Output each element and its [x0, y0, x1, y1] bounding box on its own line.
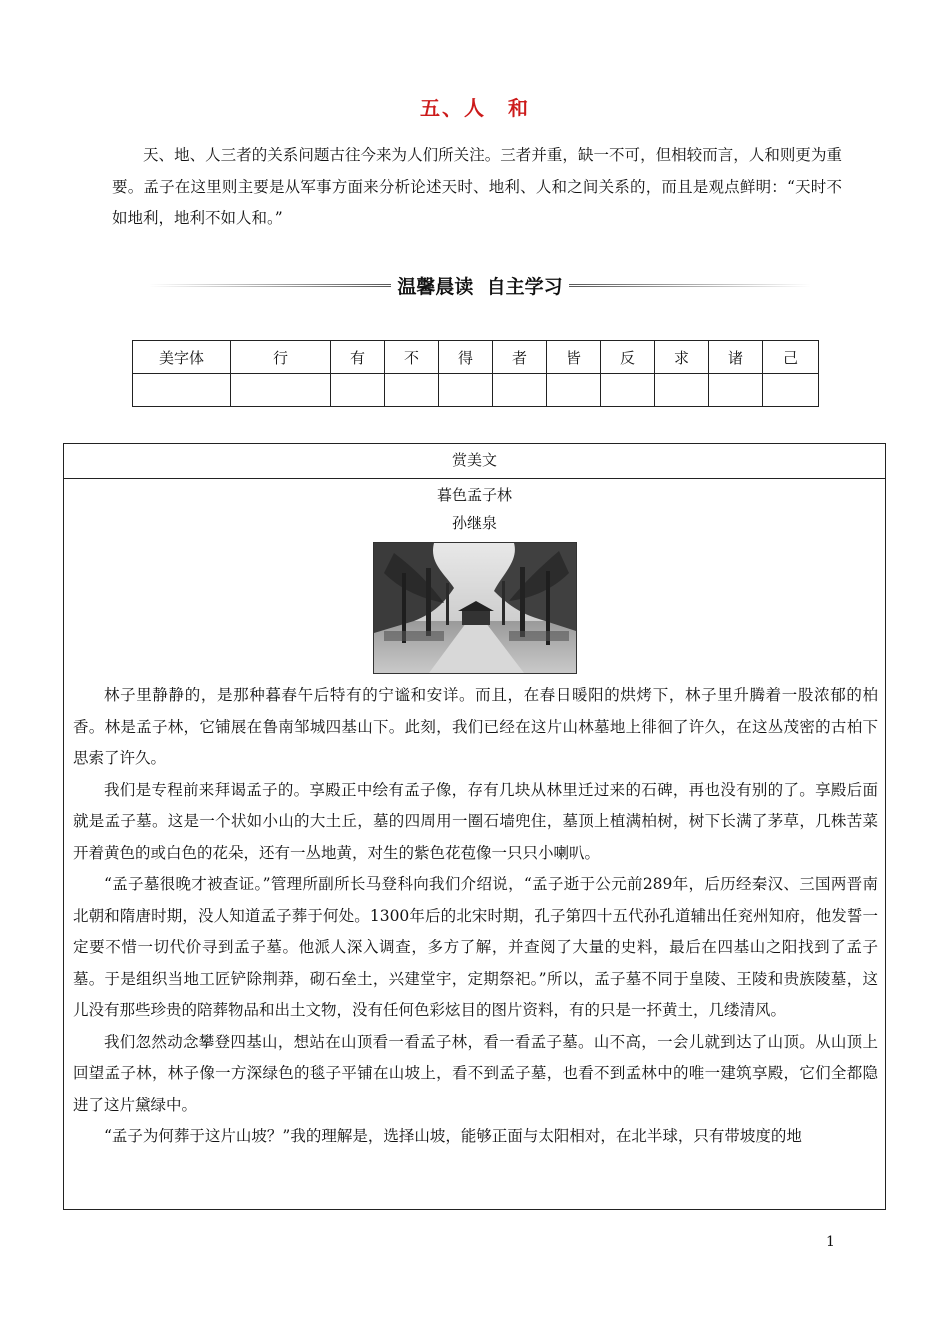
reading-box [63, 443, 886, 1210]
char-cell: 己 [763, 341, 819, 374]
char-cell: 诸 [709, 341, 763, 374]
char-cell: 得 [439, 341, 493, 374]
header-divider-right [569, 284, 810, 287]
practice-cell[interactable] [601, 374, 655, 407]
reading-box-header: 赏美文 [64, 444, 885, 479]
section-header-text: 温馨晨读 自主学习 [397, 275, 563, 298]
table-label: 美字体 [133, 341, 231, 374]
intro-paragraph: 天、地、人三者的关系问题古往今来为人们所关注。三者并重，缺一不可，但相较而言，人和则更为重要。孟子在这里则主要是从军事方面来分析论述天时、地利、人和之间关系的，而且是观点鲜明：“天时不如地利，地利不如人和。” [112, 146, 842, 227]
article-paragraph: 林子里静静的，是那种暮春午后特有的宁谧和安详。而且，在春日暖阳的烘烤下，林子里升腾着一股浓郁的柏香。林是孟子林，它铺展在鲁南邹城四基山下。此刻，我们已经在这片山林墓地上徘徊了许久，在这丛茂密的古柏下思索了许久。 [73, 686, 878, 767]
char-cell: 者 [493, 341, 547, 374]
page-title: 五、人 和 [420, 96, 530, 120]
article-body [64, 680, 885, 1153]
article-title: 暮色孟子林 [436, 486, 512, 504]
article-paragraph: “孟子为何葬于这片山坡？”我的理解是，选择山坡，能够正面与太阳相对，在北半球，只有带坡度的地 [104, 1127, 802, 1145]
practice-cell-empty [133, 374, 231, 407]
practice-cell[interactable] [385, 374, 439, 407]
page-number: 1 [826, 1234, 835, 1250]
practice-cell[interactable] [439, 374, 493, 407]
practice-cell[interactable] [493, 374, 547, 407]
char-cell: 求 [655, 341, 709, 374]
practice-cell[interactable] [763, 374, 819, 407]
practice-cell[interactable] [709, 374, 763, 407]
char-cell: 行 [231, 341, 331, 374]
practice-row [133, 374, 819, 407]
article-paragraph: “孟子墓很晚才被查证。”管理所副所长马登科向我们介绍说，“孟子逝于公元前289年，后历经秦汉、三国两晋南北朝和隋唐时期，没人知道孟子葬于何处。1300年后的北宋时期，孔子第四十五代孙孔道辅出任兖州知府，他发誓一定要不惜一切代价寻到孟子墓。他派人深入调查，多方了解，并查阅了大量的史料，最后在四基山之阳找到了孟子墓。于是组织当地工匠铲除荆莽，砌石垒土，兴建堂宇，定期祭祀。”所以，孟子墓不同于皇陵、王陵和贵族陵墓，这儿没有那些珍贵的陪葬物品和出土文物，没有任何色彩炫目的图片资料，有的只是一抔黄土，几缕清风。 [73, 875, 878, 1019]
char-row [133, 341, 819, 374]
article-paragraph: 我们是专程前来拜谒孟子的。享殿正中绘有孟子像，存有几块从林里迁过来的石碑，再也没有别的了。享殿后面就是孟子墓。这是一个状如小山的大土丘，墓的四周用一圈石墙兜住，墓顶上植满柏树，树下长满了茅草，几株苦菜开着黄色的或白色的花朵，还有一丛地黄，对生的紫色花苞像一只只小喇叭。 [73, 780, 878, 862]
char-cell: 不 [385, 341, 439, 374]
practice-cell[interactable] [231, 374, 331, 407]
header-divider-left [150, 284, 391, 287]
char-cell: 皆 [547, 341, 601, 374]
char-cell: 反 [601, 341, 655, 374]
article-paragraph: 我们忽然动念攀登四基山，想站在山顶看一看孟子林，看一看孟子墓。山不高，一会儿就到达了山顶。从山顶上回望孟子林，林子像一方深绿色的毯子平铺在山坡上，看不到孟子墓，也看不到孟林中的唯一建筑享殿，它们全都隐进了这片黛绿中。 [73, 1032, 878, 1114]
practice-cell[interactable] [331, 374, 385, 407]
forest-path-photo-icon [373, 542, 577, 674]
article-author: 孙继泉 [451, 514, 497, 532]
practice-cell[interactable] [547, 374, 601, 407]
char-cell: 有 [331, 341, 385, 374]
section-header [150, 268, 810, 302]
practice-cell[interactable] [655, 374, 709, 407]
calligraphy-practice-table [132, 340, 819, 407]
